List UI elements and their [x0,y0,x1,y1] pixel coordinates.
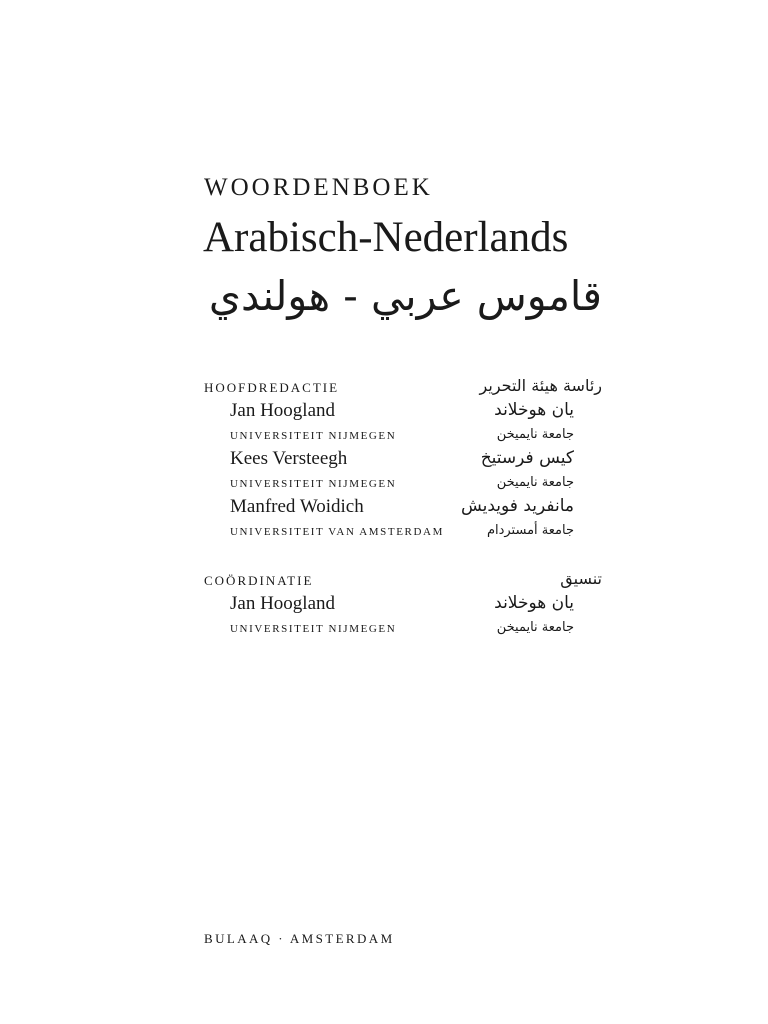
editor-name-row [204,448,602,472]
editor-affiliation-row [204,472,602,496]
editor-name-dutch: Jan Hoogland [230,400,336,421]
coordination-section [204,569,602,641]
editor-affiliation-dutch: UNIVERSITEIT NIJMEGEN [230,430,397,442]
coordination-label-dutch: COÖRDINATIE [204,573,314,588]
editor-name-arabic: كيس فرستيخ [480,448,574,468]
coordinator-name-dutch: Jan Hoogland [230,593,336,614]
editor-name-row [204,496,602,520]
editor-affiliation-row [204,424,602,448]
coordinator-affiliation-row [204,617,602,641]
editors-label-dutch: HOOFDREDACTIE [204,380,340,395]
dutch-title: Arabisch-Nederlands [203,214,569,261]
editor-name-dutch: Manfred Woidich [230,496,364,517]
editors-heading [204,376,602,400]
editor-name-arabic: يان هوخلاند [494,400,574,420]
editors-label-arabic: رئاسة هيئة التحرير [479,376,602,395]
series-title: WOORDENBOEK [204,174,433,201]
editor-affiliation-arabic: جامعة نايميخن [496,475,574,490]
editor-affiliation-row [204,520,602,544]
editor-name-dutch: Kees Versteegh [230,448,348,469]
coordinator-name-arabic: يان هوخلاند [494,593,574,613]
editor-affiliation-arabic: جامعة أمستردام [486,523,574,538]
editors-section [204,376,602,544]
editor-affiliation-dutch: UNIVERSITEIT VAN AMSTERDAM [230,526,444,538]
editor-name-row [204,400,602,424]
editor-name-arabic: مانفريد فويديش [460,496,574,516]
editor-affiliation-dutch: UNIVERSITEIT NIJMEGEN [230,478,397,490]
coordinator-name-row [204,593,602,617]
publisher-imprint: BULAAQ · AMSTERDAM [204,931,395,946]
arabic-title: قاموس عربي - هولندي [208,272,602,320]
coordination-heading [204,569,602,593]
coordination-label-arabic: تنسيق [560,569,602,588]
editor-affiliation-arabic: جامعة نايميخن [496,427,574,442]
coordinator-affiliation-arabic: جامعة نايميخن [496,620,574,635]
coordinator-affiliation-dutch: UNIVERSITEIT NIJMEGEN [230,623,397,635]
